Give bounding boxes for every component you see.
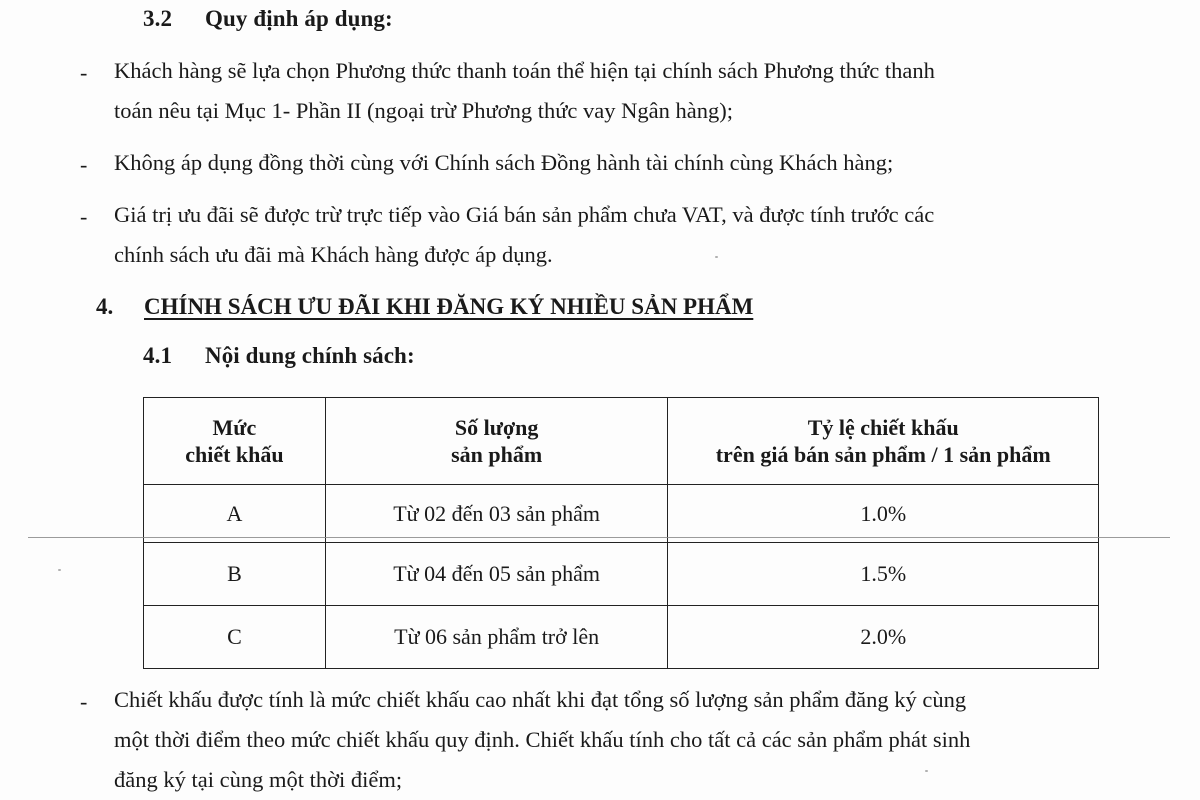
discount-table [143,397,1099,669]
scan-speck [715,256,718,258]
bullet-dash: - [80,204,88,229]
header-line: Mức [212,415,257,440]
cell-quantity: Từ 06 sản phẩm trở lên [325,606,668,669]
cell-level: C [144,606,326,669]
cell-quantity: Từ 02 đến 03 sản phẩm [325,485,668,543]
bullet-dash: - [80,689,88,714]
scan-speck [925,770,928,772]
bullet-text-line: Giá trị ưu đãi sẽ được trừ trực tiếp vào Giá bán sản phẩm chưa VAT, và được tính trước các [114,202,935,227]
column-header-product-quantity [325,398,668,485]
section-title: CHÍNH SÁCH ƯU ĐÃI KHI ĐĂNG KÝ NHIỀU SẢN PHẨM [144,294,754,319]
section-heading-4 [96,294,753,320]
bullet-text-line: chính sách ưu đãi mà Khách hàng được áp dụng. [114,242,553,267]
subsection-number: 4.1 [143,343,173,368]
subsection-title: Quy định áp dụng: [205,6,393,31]
column-header-discount-level [144,398,326,485]
cell-rate: 2.0% [668,606,1099,669]
scan-artifact-line [28,537,1170,538]
cell-level: A [144,485,326,543]
header-line: sản phẩm [451,442,543,467]
scan-speck [58,569,61,571]
cell-rate: 1.5% [668,543,1099,606]
bullet-text-line: Chiết khấu được tính là mức chiết khấu cao nhất khi đạt tổng số lượng sản phẩm đăng ký cùng [114,687,967,712]
cell-level: B [144,543,326,606]
bullet-text-line: Khách hàng sẽ lựa chọn Phương thức thanh toán thể hiện tại chính sách Phương thức thanh [114,58,935,83]
table-header-row [144,398,1099,485]
bullet-dash: - [80,60,88,85]
subsection-heading-4-1 [143,343,415,369]
section-number: 4. [96,294,114,319]
subsection-title: Nội dung chính sách: [205,343,415,368]
table-row [144,485,1099,543]
bullet-text-line: đăng ký tại cùng một thời điểm; [114,767,403,792]
header-line: chiết khấu [185,442,284,467]
subsection-heading-3-2 [143,6,393,32]
table-row [144,606,1099,669]
header-line: Tỷ lệ chiết khấu [807,415,959,440]
bullet-text-line: toán nêu tại Mục 1- Phần II (ngoại trừ Phương thức vay Ngân hàng); [114,98,733,123]
header-line: trên giá bán sản phẩm / 1 sản phẩm [715,442,1051,467]
bullet-text-line: Không áp dụng đồng thời cùng với Chính sách Đồng hành tài chính cùng Khách hàng; [114,150,894,175]
bullet-text-line: một thời điểm theo mức chiết khấu quy định. Chiết khấu tính cho tất cả các sản phẩm phát sinh [114,727,971,752]
bullet-dash: - [80,152,88,177]
table-row [144,543,1099,606]
column-header-discount-rate [668,398,1099,485]
header-line: Số lượng [454,415,539,440]
cell-rate: 1.0% [668,485,1099,543]
subsection-number: 3.2 [143,6,173,31]
cell-quantity: Từ 04 đến 05 sản phẩm [325,543,668,606]
